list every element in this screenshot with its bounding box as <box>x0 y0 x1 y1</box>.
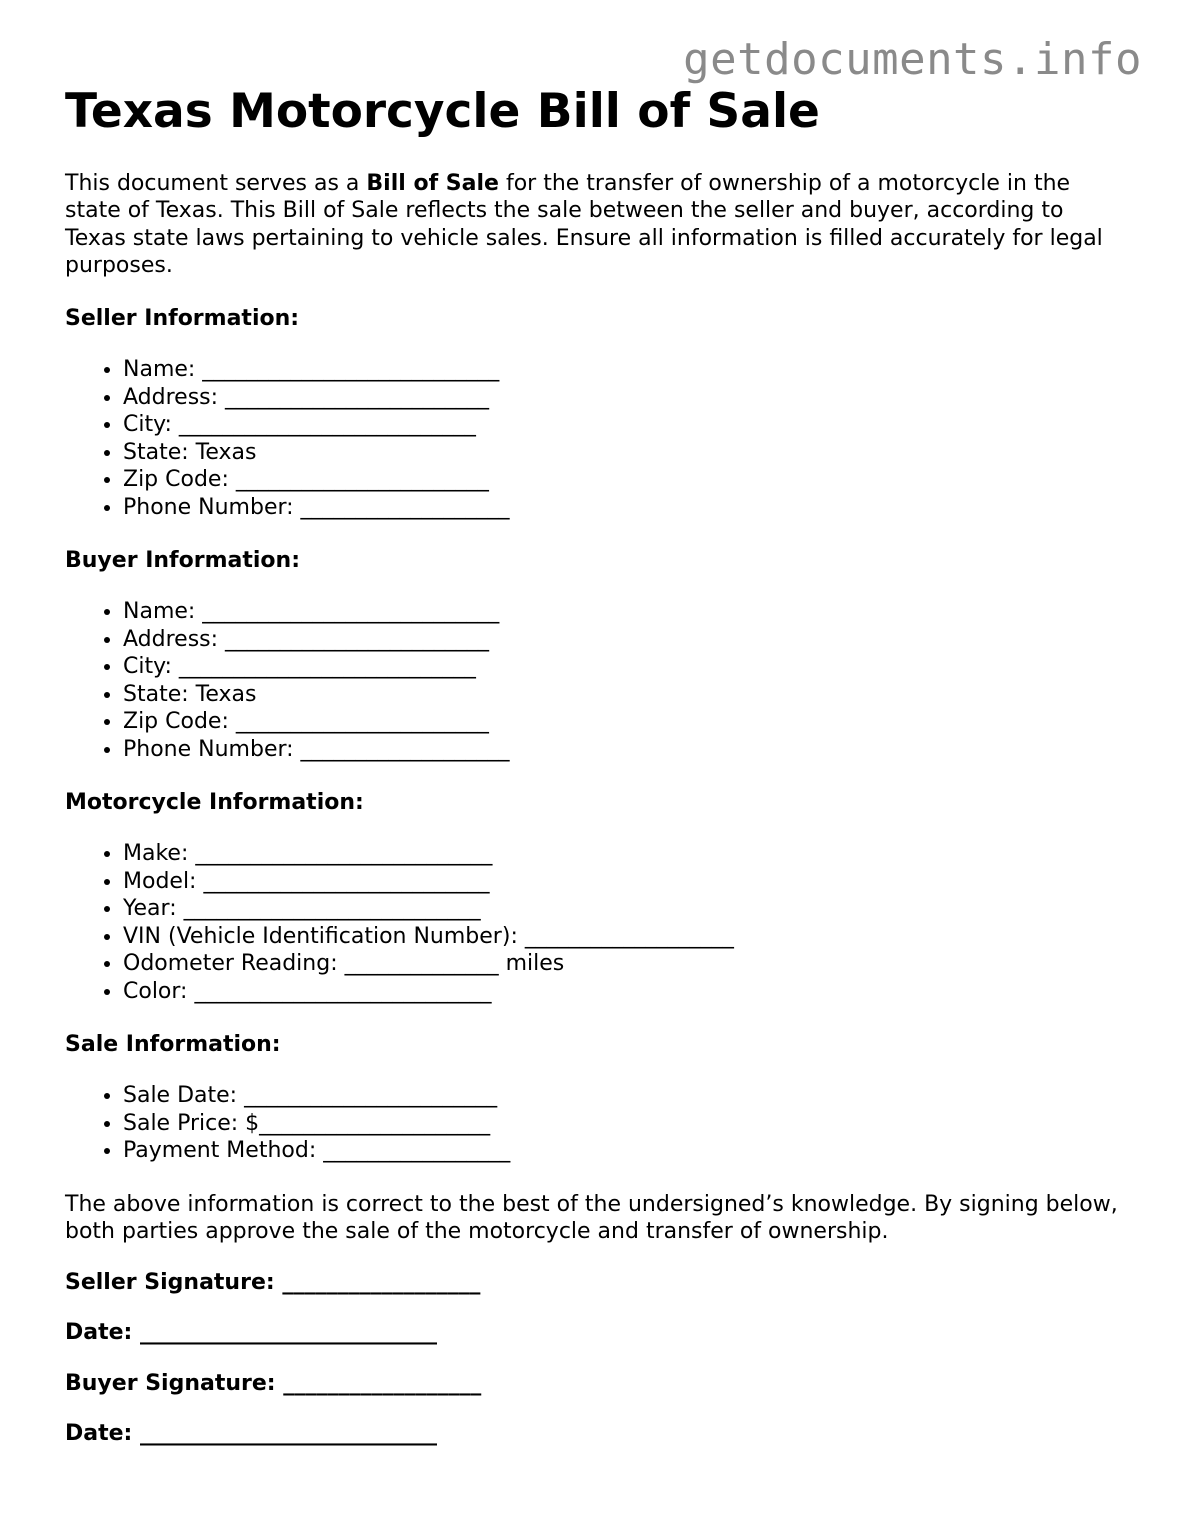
sale-section-heading: Sale Information: <box>65 1032 281 1058</box>
payment-method-field[interactable]: • Payment Method: _________________ <box>123 1137 1125 1165</box>
motorcycle-odometer-field[interactable]: • Odometer Reading: ______________ miles <box>123 950 1125 978</box>
intro-paragraph <box>65 170 1125 279</box>
motorcycle-make-field[interactable]: • Make: ___________________________ <box>123 840 1125 868</box>
seller-zip-field[interactable]: • Zip Code: _______________________ <box>123 466 1125 494</box>
buyer-section-heading: Buyer Information: <box>65 548 300 574</box>
buyer-signature-field[interactable]: Buyer Signature: __________________ <box>65 1370 482 1396</box>
intro-text-end: for the transfer of ownership of a motorcycle in the state of Texas. This Bill of Sale reflects the sale between the seller and buyer, according to Texas state laws pertaining to vehicle sales. Ensure all information is filled accurately for legal purposes. <box>65 171 1103 278</box>
seller-phone-field[interactable]: • Phone Number: ___________________ <box>123 494 1125 522</box>
motorcycle-fields-list <box>65 840 1125 1005</box>
document-page <box>65 84 1125 1448</box>
sale-date-field[interactable]: • Sale Date: _______________________ <box>123 1082 1125 1110</box>
closing-statement: The above information is correct to the best of the undersigned’s knowledge. By signing below, both parties approve the sale of the motorcycle and transfer of ownership. <box>65 1191 1118 1245</box>
watermark: getdocuments.info <box>683 34 1142 85</box>
seller-section-heading: Seller Information: <box>65 306 300 332</box>
seller-address-field[interactable]: • Address: ________________________ <box>123 384 1125 412</box>
motorcycle-section-heading: Motorcycle Information: <box>65 790 364 816</box>
buyer-state-field: • State: Texas <box>123 681 1125 709</box>
seller-name-field[interactable]: • Name: ___________________________ <box>123 356 1125 384</box>
motorcycle-model-field[interactable]: • Model: __________________________ <box>123 868 1125 896</box>
seller-date-field[interactable]: Date: ___________________________ <box>65 1320 438 1346</box>
seller-state-field: • State: Texas <box>123 439 1125 467</box>
buyer-zip-field[interactable]: • Zip Code: _______________________ <box>123 708 1125 736</box>
sale-fields-list <box>65 1082 1125 1165</box>
buyer-city-field[interactable]: • City: ___________________________ <box>123 653 1125 681</box>
seller-signature-field[interactable]: Seller Signature: __________________ <box>65 1269 481 1295</box>
motorcycle-year-field[interactable]: • Year: ___________________________ <box>123 895 1125 923</box>
buyer-phone-field[interactable]: • Phone Number: ___________________ <box>123 736 1125 764</box>
motorcycle-vin-field[interactable]: • VIN (Vehicle Identification Number): ___________________ <box>123 923 1125 951</box>
buyer-address-field[interactable]: • Address: ________________________ <box>123 626 1125 654</box>
intro-bold-term: Bill of Sale <box>366 171 499 196</box>
buyer-date-field[interactable]: Date: ___________________________ <box>65 1421 438 1447</box>
motorcycle-color-field[interactable]: • Color: ___________________________ <box>123 978 1125 1006</box>
seller-city-field[interactable]: • City: ___________________________ <box>123 411 1125 439</box>
buyer-fields-list <box>65 598 1125 763</box>
sale-price-field[interactable]: • Sale Price: $_____________________ <box>123 1110 1125 1138</box>
seller-fields-list <box>65 356 1125 521</box>
intro-text-start: This document serves as a <box>65 171 367 196</box>
document-title: Texas Motorcycle Bill of Sale <box>65 84 820 139</box>
buyer-name-field[interactable]: • Name: ___________________________ <box>123 598 1125 626</box>
